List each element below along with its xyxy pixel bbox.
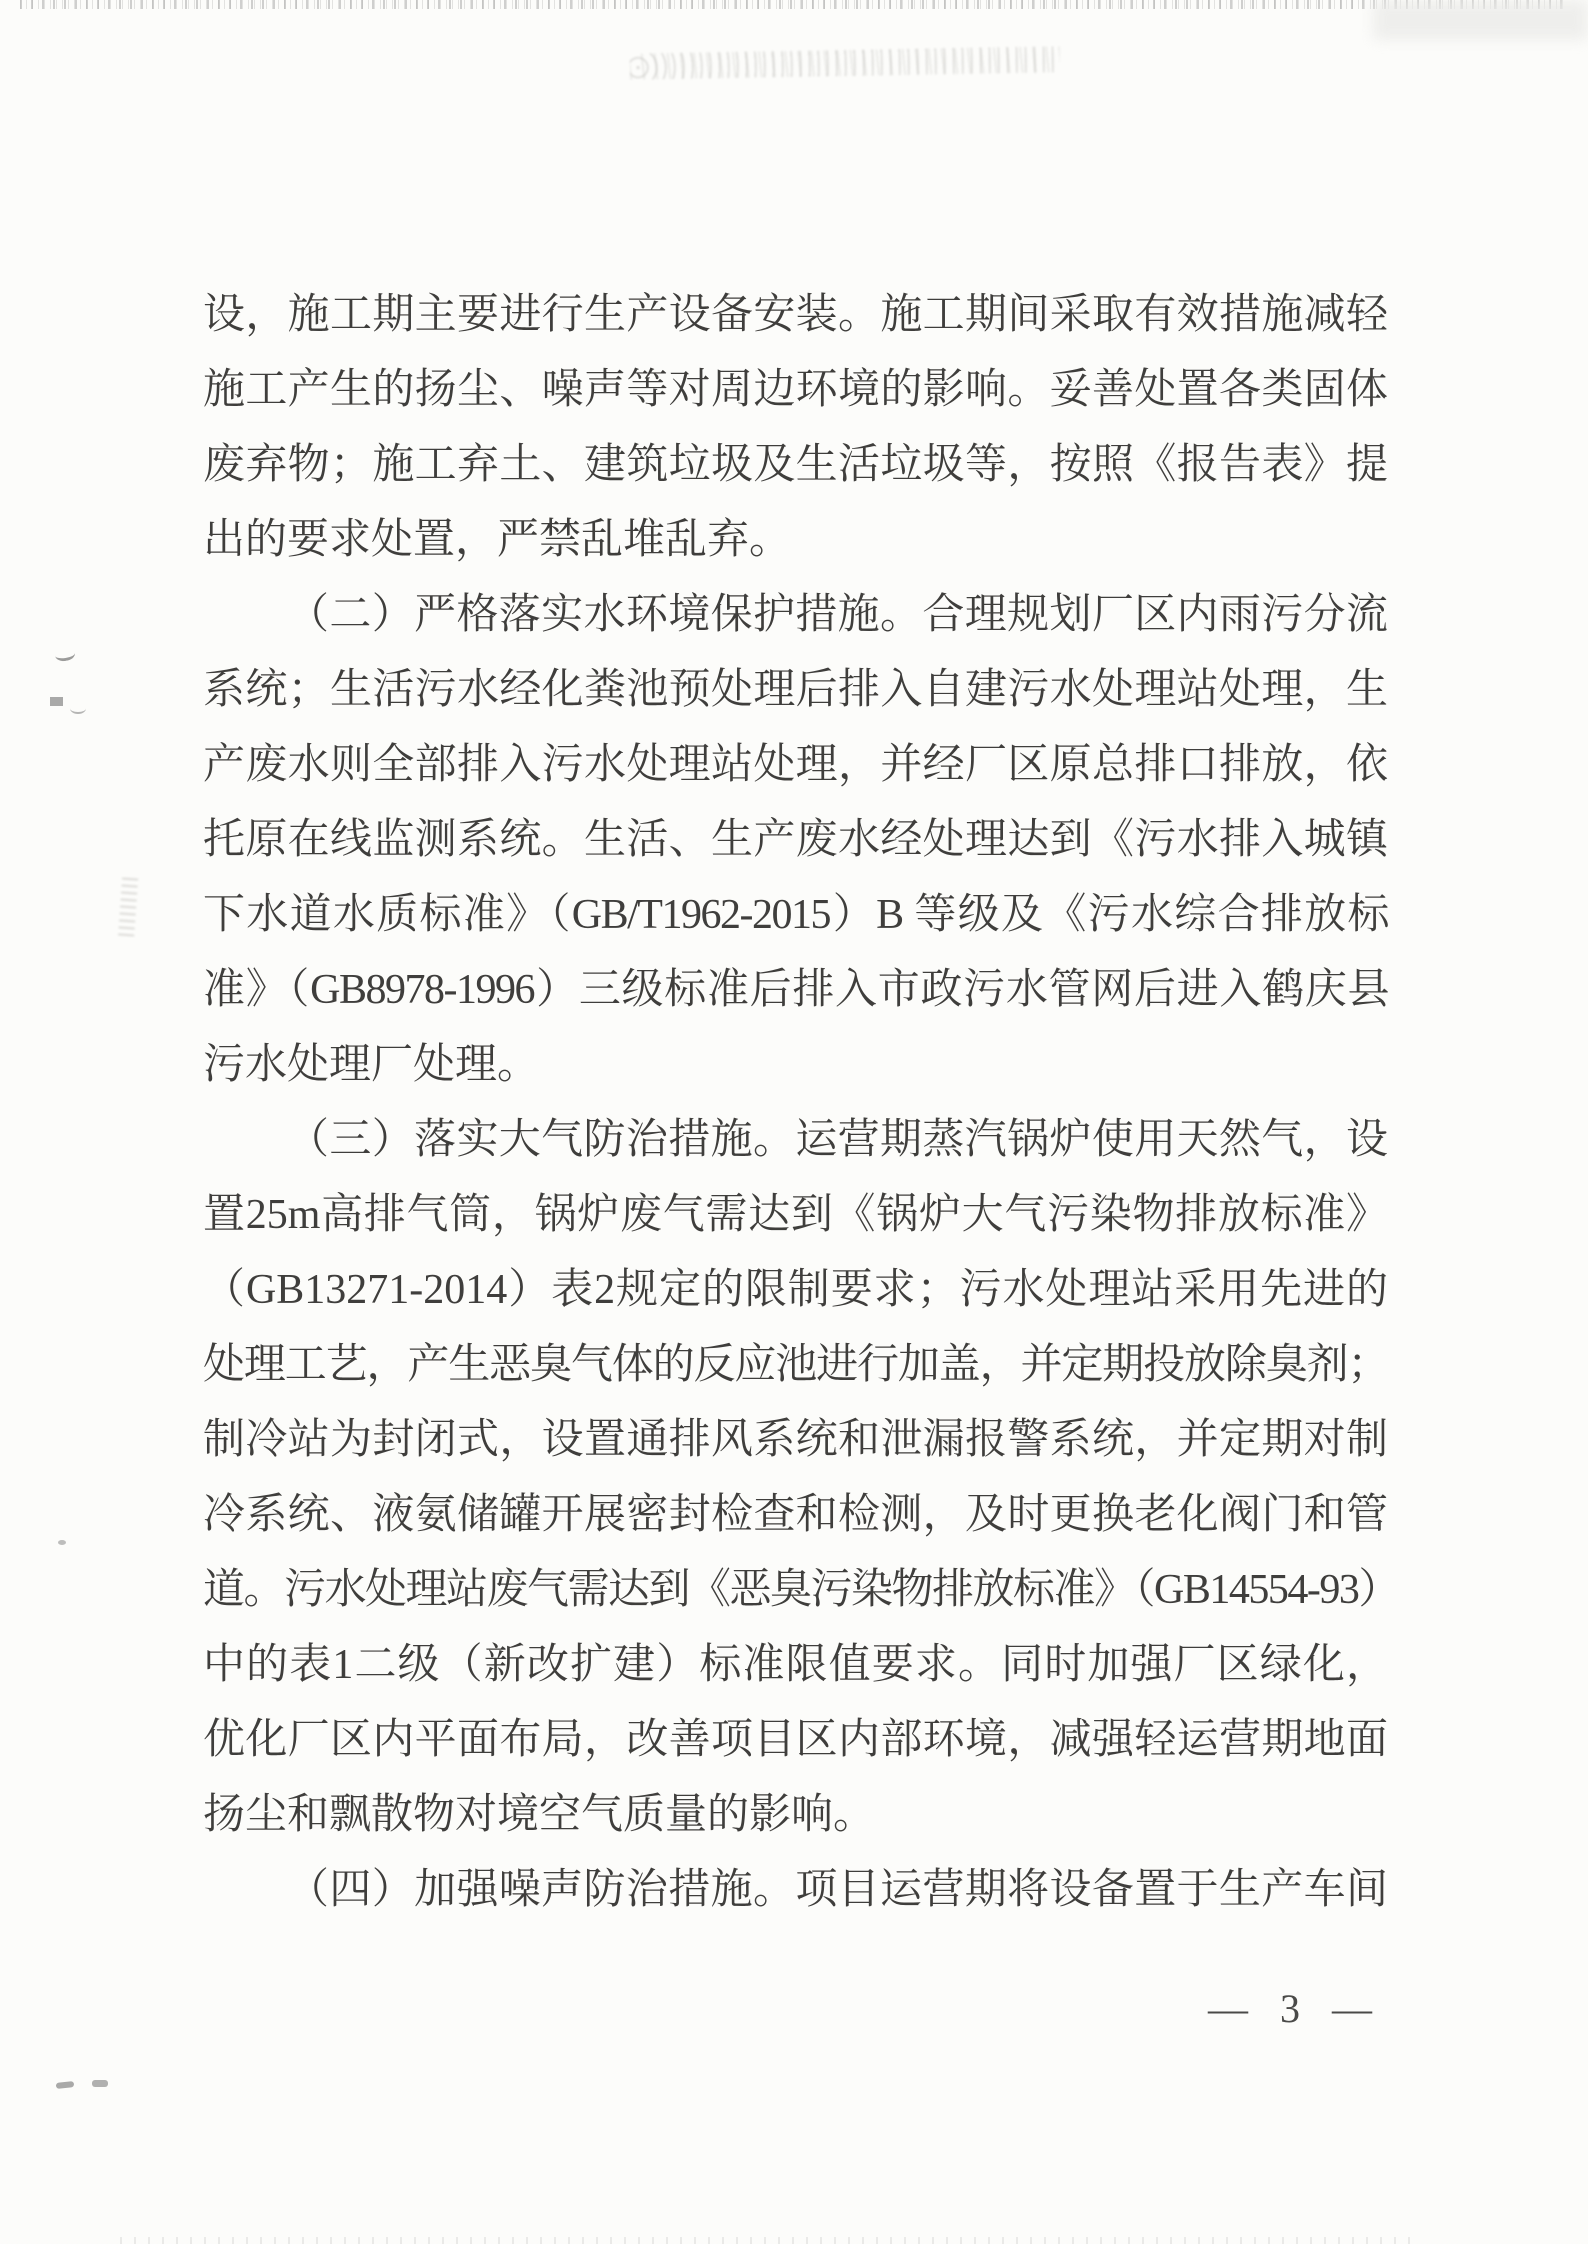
- text-line-22-para4-start: （四）加强噪声防治措施。项目运营期将设备置于生产车间: [287, 1867, 1388, 1913]
- text-line-11: 污水处理厂处理。: [203, 1042, 540, 1088]
- text-line-9: 下水道水质标准》（GB/T1962-2015）B 等级及《污水综合排放标: [203, 892, 1388, 938]
- text-line-3: 废弃物；施工弃土、建筑垃圾及生活垃圾等，按照《报告表》提: [203, 442, 1388, 488]
- text-line-7: 产废水则全部排入污水处理站处理，并经厂区原总排口排放，依: [203, 742, 1388, 788]
- scan-smudge-top-center: [630, 46, 1060, 80]
- scan-mark: [56, 2081, 75, 2089]
- text-line-21: 扬尘和飘散物对境空气质量的影响。: [203, 1792, 876, 1838]
- text-line-6: 系统；生活污水经化粪池预处理后排入自建污水处理站处理，生: [203, 667, 1388, 713]
- text-line-15: 处理工艺，产生恶臭气体的反应池进行加盖，并定期投放除臭剂；: [203, 1342, 1388, 1388]
- text-line-2: 施工产生的扬尘、噪声等对周边环境的影响。妥善处置各类固体: [203, 367, 1388, 413]
- scan-mark: [70, 703, 86, 714]
- page-number: — 3 —: [1208, 1986, 1376, 2031]
- scan-mark: [50, 697, 63, 706]
- text-line-17: 冷系统、液氨储罐开展密封检查和检测，及时更换老化阀门和管: [203, 1492, 1388, 1538]
- text-line-18: 道。污水处理站废气需达到《恶臭污染物排放标准》（GB14554-93）: [203, 1567, 1399, 1613]
- text-line-13: 置25m高排气筒，锅炉废气需达到《锅炉大气污染物排放标准》: [203, 1192, 1388, 1238]
- text-line-5-para2-start: （二）严格落实水环境保护措施。合理规划厂区内雨污分流: [287, 592, 1388, 638]
- text-line-19: 中的表1二级（新改扩建）标准限值要求。同时加强厂区绿化，: [203, 1642, 1388, 1688]
- scan-mark: [118, 878, 138, 941]
- text-line-16: 制冷站为封闭式，设置通排风系统和泄漏报警系统，并定期对制: [203, 1417, 1388, 1463]
- scan-mark: [58, 1540, 66, 1545]
- body-text: [203, 278, 1399, 1928]
- text-line-20: 优化厂区内平面布局，改善项目区内部环境，减强轻运营期地面: [203, 1717, 1388, 1763]
- text-line-4: 出的要求处置，严禁乱堆乱弃。: [203, 517, 792, 563]
- text-line-12-para3-start: （三）落实大气防治措施。运营期蒸汽锅炉使用天然气，设: [287, 1117, 1388, 1163]
- text-line-14: （GB13271-2014）表2规定的限制要求；污水处理站采用先进的: [203, 1267, 1388, 1313]
- scan-shade-top-right: [1373, 0, 1588, 40]
- scan-noise-top-edge: [20, 0, 1565, 9]
- scan-noise-bottom-edge: [120, 2237, 1420, 2244]
- text-line-10: 准》（GB8978-1996）三级标准后排入市政污水管网后进入鹤庆县: [203, 967, 1388, 1013]
- text-line-8: 托原在线监测系统。生活、生产废水经处理达到《污水排入城镇: [203, 817, 1388, 863]
- scan-mark: [54, 647, 76, 663]
- text-line-1: 设，施工期主要进行生产设备安装。施工期间采取有效措施减轻: [203, 292, 1388, 338]
- scan-mark: [92, 2080, 108, 2087]
